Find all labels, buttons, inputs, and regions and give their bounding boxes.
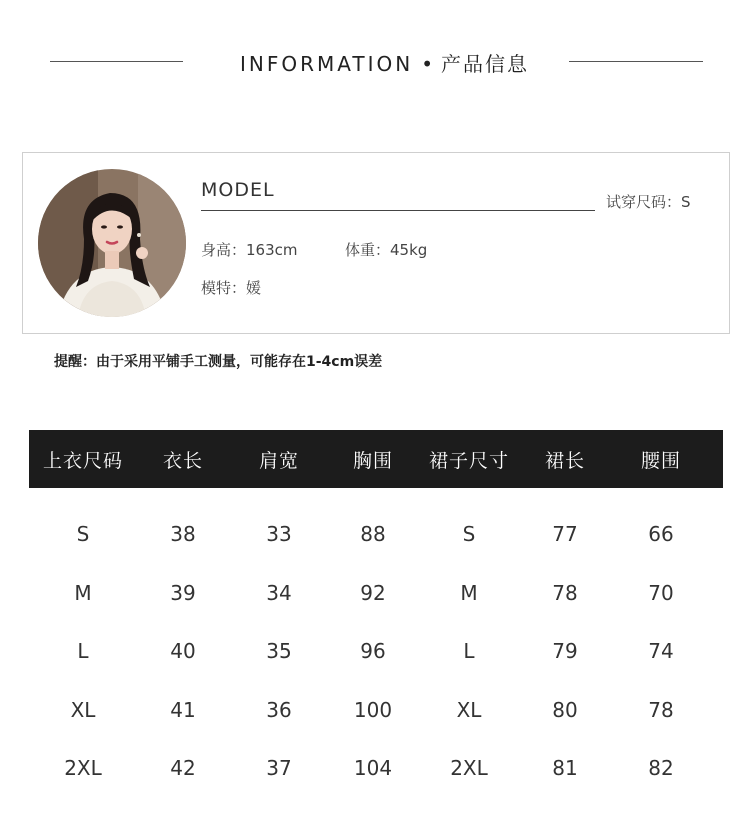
measurement-note: 提醒：由于采用平铺手工测量，可能存在1-4cm误差 — [54, 354, 383, 370]
cell-length: 38 — [170, 522, 196, 547]
cell-waist: 66 — [648, 522, 674, 547]
section-title — [240, 48, 529, 77]
cell-skirt-length: 78 — [552, 580, 578, 605]
table-row — [29, 622, 723, 681]
header-top-size: 上衣尺码 — [42, 449, 123, 472]
try-size: 试穿尺码：S — [606, 193, 691, 211]
table-row — [29, 681, 723, 740]
model-height: 身高：163cm — [201, 241, 298, 259]
model-underline — [201, 210, 595, 211]
header-waist: 腰围 — [640, 449, 681, 472]
cell-waist: 82 — [648, 756, 674, 781]
cell-shoulder: 33 — [266, 522, 292, 547]
cell-waist: 78 — [648, 697, 674, 722]
cell-skirt-size: S — [462, 522, 476, 547]
table-row — [29, 739, 723, 798]
header-shoulder: 肩宽 — [258, 449, 299, 472]
cell-top-size: XL — [70, 697, 96, 722]
header-length: 衣长 — [162, 449, 203, 472]
cell-skirt-length: 80 — [552, 697, 578, 722]
cell-top-size: L — [77, 639, 89, 664]
table-row — [29, 505, 723, 564]
model-weight: 体重：45kg — [345, 241, 428, 259]
cell-length: 41 — [170, 697, 196, 722]
cell-shoulder: 35 — [266, 639, 292, 664]
cell-bust: 92 — [360, 580, 386, 605]
cell-shoulder: 36 — [266, 697, 292, 722]
model-name: 模特：媛 — [201, 279, 262, 297]
table-row — [29, 564, 723, 623]
table-header-row — [29, 430, 723, 488]
cell-top-size: S — [76, 522, 90, 547]
cell-waist: 70 — [648, 580, 674, 605]
header-right-rule — [569, 61, 703, 62]
cell-skirt-length: 81 — [552, 756, 578, 781]
header-skirt-length: 裙长 — [544, 449, 585, 472]
title-chinese: 产品信息 — [441, 52, 530, 76]
model-heading: MODEL — [201, 179, 275, 201]
cell-skirt-size: 2XL — [450, 756, 488, 781]
header-skirt-size: 裙子尺寸 — [428, 449, 509, 472]
cell-shoulder: 34 — [266, 580, 292, 605]
model-info-card — [22, 152, 730, 334]
cell-bust: 104 — [353, 756, 393, 781]
cell-skirt-size: XL — [456, 697, 482, 722]
model-photo — [38, 169, 186, 317]
cell-waist: 74 — [648, 639, 674, 664]
title-english: INFORMATION — [240, 52, 414, 76]
cell-bust: 88 — [360, 522, 386, 547]
cell-bust: 96 — [360, 639, 386, 664]
header-bust: 胸围 — [352, 449, 393, 472]
cell-skirt-size: L — [463, 639, 475, 664]
cell-skirt-length: 79 — [552, 639, 578, 664]
cell-skirt-size: M — [460, 580, 478, 605]
section-header — [0, 44, 750, 78]
cell-length: 39 — [170, 580, 196, 605]
cell-shoulder: 37 — [266, 756, 292, 781]
title-separator: • — [421, 52, 436, 76]
cell-top-size: M — [74, 580, 92, 605]
size-table — [29, 430, 723, 798]
cell-length: 40 — [170, 639, 196, 664]
cell-top-size: 2XL — [64, 756, 102, 781]
cell-skirt-length: 77 — [552, 522, 578, 547]
header-left-rule — [50, 61, 183, 62]
cell-length: 42 — [170, 756, 196, 781]
cell-bust: 100 — [353, 697, 393, 722]
table-body — [29, 488, 723, 798]
